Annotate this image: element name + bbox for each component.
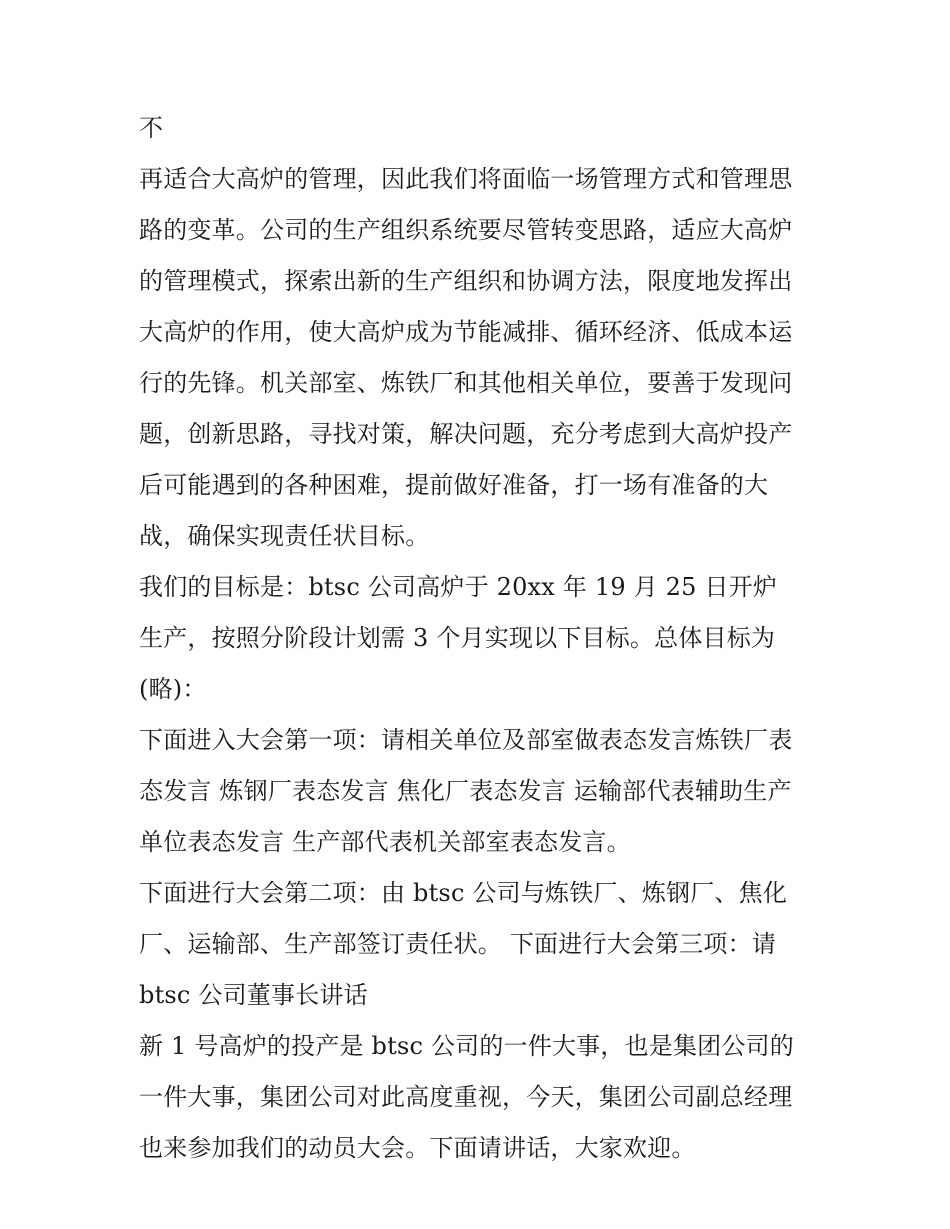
paragraph-closing: 新 1 号高炉的投产是 btsc 公司的一件大事，也是集团公司的一件大事，集团公司对此高度重视，今天，集团公司副总经理也来参加我们的动员大会。下面请讲话，大家欢迎。	[139, 1032, 794, 1162]
paragraph-agenda-item-one: 下面进入大会第一项：请相关单位及部室做表态发言炼铁厂表态发言 炼钢厂表态发言 焦化厂表态发言 运输部代表辅助生产单位表态发言 生产部代表机关部室表态发言。	[139, 726, 793, 856]
paragraph-management-change: 再适合大高炉的管理，因此我们将面临一场管理方式和管理思路的变革。公司的生产组织系统要尽管转变思路，适应大高炉的管理模式，探索出新的生产组织和协调方法，限度地发挥出大高炉的作用，使大高炉成为节能减排、循环经济、低成本运行的先锋。机关部室、炼铁厂和其他相关单位，要善于发现问题，创新思路，寻找对策，解决问题，充分考虑到大高炉投产后可能遇到的各种困难，提前做好准备，打一场有准备的大战，确保实现责任状目标。	[139, 165, 793, 550]
paragraph-agenda-item-two-three: 下面进行大会第二项：由 btsc 公司与炼铁厂、炼钢厂、焦化厂、运输部、生产部签订责任状。 下面进行大会第三项：请 btsc 公司董事长讲话	[139, 879, 788, 1009]
paragraph-fragment: 不	[139, 114, 164, 142]
document-body	[139, 103, 819, 1174]
paragraph-goals: 我们的目标是：btsc 公司高炉于 20xx 年 19 月 25 日开炉生产，按照分阶段计划需 3 个月实现以下目标。总体目标为(略)：	[139, 573, 778, 703]
